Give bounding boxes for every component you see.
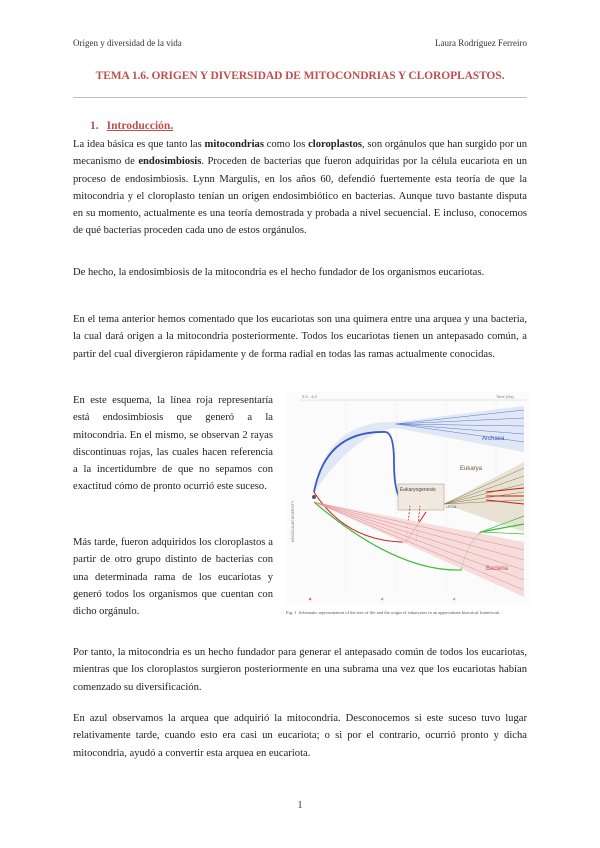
section-heading bbox=[90, 120, 173, 132]
paragraph-7: En azul observamos la arquea que adquirió la mitocondria. Desconocemos si este suceso tuvo lugar relativamente tarde, cuando esto era casi un eucariota; o si por el contrario, ocurrió pronto y dicha mitocondria, ayudó a convertir esta arquea en eucariota. bbox=[73, 713, 527, 759]
luca-root-node bbox=[312, 495, 316, 499]
section-number: 1. bbox=[90, 120, 99, 132]
document-title: TEMA 1.6. ORIGEN Y DIVERSIDAD DE MITOCONDRIAS Y CLOROPLASTOS. bbox=[95, 70, 505, 82]
bacteria-label: Bacteria bbox=[486, 566, 509, 572]
tree-of-life-diagram bbox=[286, 392, 530, 604]
paragraph-3: En el tema anterior hemos comentado que los eucariotas son una quimera entre una arquea y una bacteria, la cual dará origen a la mitocondria posteriormente. Todos los eucariotas tienen un antepasado común, a partir del cual divergieron rápidamente y de forma radial en todas las ramas actualmente conocidas. bbox=[73, 314, 527, 360]
axis-time-label: Time (Ga) bbox=[496, 394, 514, 399]
term-mitocondrias: mitocondrias bbox=[204, 139, 264, 150]
paragraph-1: La idea básica es que tanto las mitocondrias como los cloroplastos, son orgánulos que han surgido por un mecanismo de endosimbiosis. Proceden de bacterias que fueron adquiridas por la célula eucariota en un proceso de endosimbiosis. Lynn Margulis, en los años 60, defendió fuertemente esta teoría de que la mitocondria y el cloroplasto tenían un origen endosimbiótico en bacterias. Aunque tuvo bastante disputa en su momento, actualmente es una teoría demostrada y probada a nivel secuencial. E incluso, conocemos de qué bacterias proceden cada uno de estos orgánulos. bbox=[73, 139, 527, 237]
legend-marker-blue: ✶ bbox=[380, 598, 385, 603]
archaea-label: Archaea bbox=[482, 436, 505, 442]
term-cloroplastos: cloroplastos bbox=[308, 139, 363, 150]
title-divider bbox=[73, 97, 527, 98]
axis-top-left-label: 3.5 - 4.0 bbox=[302, 394, 317, 399]
legend-marker-green: ✶ bbox=[452, 598, 457, 603]
section-title: Introducción. bbox=[106, 120, 174, 132]
legend-marker-red: ✶ bbox=[308, 598, 313, 603]
figure-caption: Fig. 1. Schematic representation of the tree of life and the origin of eukaryotes in an approximate historical framework. bbox=[286, 610, 501, 615]
paragraph-4: En este esquema, la línea roja representaría está endosimbiosis que generó a la mitocondria. En el mismo, se observan 2 rayas discontinuas rojas, las cuales hacen referencia a la incertidumbre de que no sepamos con exactitud cómo de pronto ocurrió este suceso. bbox=[73, 395, 273, 493]
eukarya-label: Eukarya bbox=[460, 466, 483, 472]
paragraph-2: De hecho, la endosimbiosis de la mitocondria es el hecho fundador de los organismos eucariotas. bbox=[73, 267, 485, 278]
eukaryogenesis-label: Eukaryogenesis bbox=[400, 487, 436, 493]
header-right: Laura Rodríguez Ferreiro bbox=[435, 38, 527, 48]
tree-of-life-figure bbox=[286, 392, 530, 604]
paragraph-6: Por tanto, la mitocondria es un hecho fundador para generar el antepasado común de todos los eucariotas, mientras que los cloroplastos surgieron posteriormente en una subrama una vez que los eucariotas habían comenzado su diversificación. bbox=[73, 647, 527, 693]
molecular-diversity-axis-label: MOLECULAR DIVERSITY bbox=[291, 500, 295, 542]
paragraph-5: Más tarde, fueron adquiridos los cloroplastos a partir de otro grupo distinto de bacterias con una determinada rama de los eucariotas y generó todos los organismos que cuentan con dicho orgánulo. bbox=[73, 537, 273, 618]
term-endosimbiosis: endosimbiosis bbox=[138, 156, 202, 168]
page-number: 1 bbox=[297, 800, 303, 811]
leca-label: LECA bbox=[446, 504, 457, 509]
header-left: Origen y diversidad de la vida bbox=[73, 38, 182, 48]
